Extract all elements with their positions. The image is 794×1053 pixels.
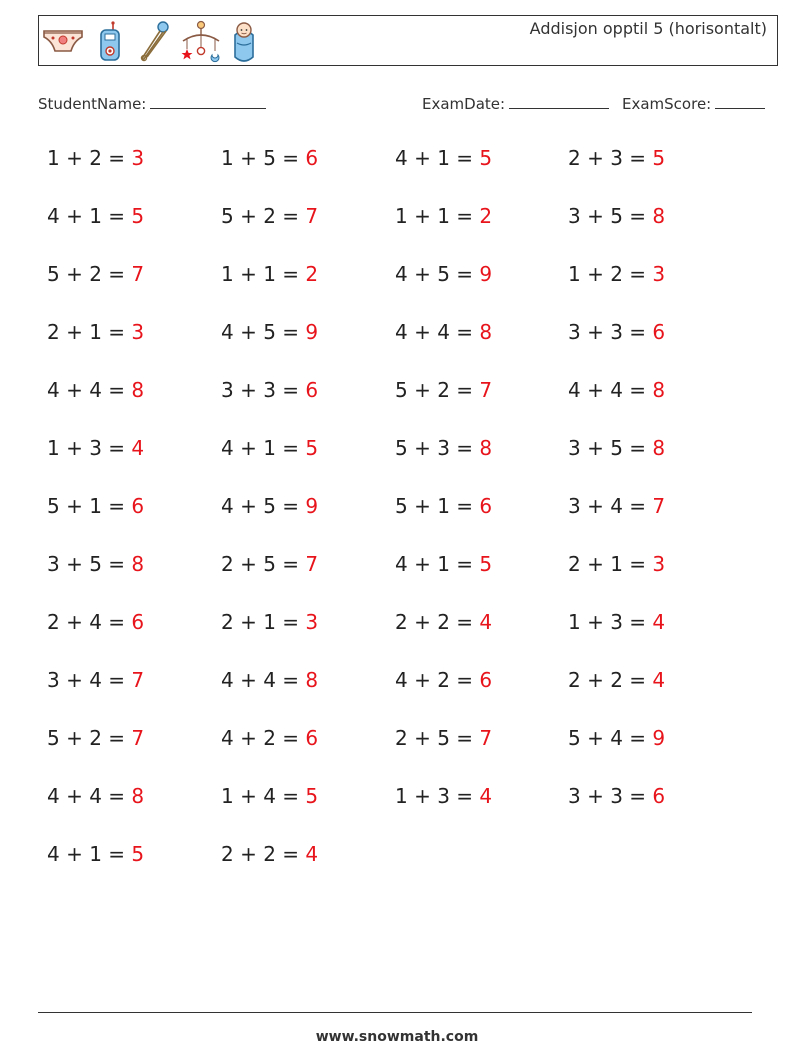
problem-answer: 5 [479, 552, 493, 576]
problem-question: 2 + 1 = [568, 552, 647, 576]
problem-item [568, 610, 665, 634]
problem-item [47, 842, 144, 866]
student-name-label: StudentName: [38, 95, 147, 113]
problem-item [221, 146, 318, 170]
problem-answer: 7 [652, 494, 666, 518]
problem-item [395, 726, 492, 750]
problem-answer: 6 [131, 610, 145, 634]
safety-pin-icon [137, 19, 171, 63]
problem-question: 4 + 1 = [47, 204, 126, 228]
problem-question: 1 + 3 = [395, 784, 474, 808]
problem-question: 1 + 3 = [568, 610, 647, 634]
problem-answer: 7 [479, 378, 493, 402]
problem-item [568, 726, 665, 750]
problem-question: 1 + 1 = [395, 204, 474, 228]
exam-date-field[interactable] [422, 94, 609, 113]
problem-question: 3 + 5 = [568, 436, 647, 460]
problem-question: 4 + 2 = [395, 668, 474, 692]
problem-question: 5 + 2 = [395, 378, 474, 402]
student-name-blank[interactable] [150, 94, 266, 109]
problem-item [47, 320, 144, 344]
problem-item [47, 668, 144, 692]
problem-answer: 8 [305, 668, 319, 692]
problem-item [47, 610, 144, 634]
problem-answer: 8 [652, 436, 666, 460]
header-box [38, 15, 778, 66]
problem-item [221, 378, 318, 402]
problem-answer: 5 [305, 784, 319, 808]
problem-question: 2 + 1 = [47, 320, 126, 344]
problem-item [395, 146, 492, 170]
exam-date-label: ExamDate: [422, 95, 506, 113]
problem-question: 5 + 2 = [221, 204, 300, 228]
problem-question: 4 + 5 = [221, 494, 300, 518]
problem-question: 3 + 5 = [568, 204, 647, 228]
problem-item [221, 668, 318, 692]
problem-item [568, 262, 665, 286]
exam-date-blank[interactable] [509, 94, 609, 109]
worksheet-title: Addisjon opptil 5 (horisontalt) [529, 19, 767, 38]
problem-item [395, 204, 492, 228]
problem-answer: 4 [479, 610, 493, 634]
problem-question: 4 + 1 = [47, 842, 126, 866]
problem-question: 5 + 4 = [568, 726, 647, 750]
problem-item [568, 204, 665, 228]
problem-question: 3 + 5 = [47, 552, 126, 576]
problem-answer: 5 [305, 436, 319, 460]
problem-answer: 2 [305, 262, 319, 286]
problem-question: 4 + 5 = [221, 320, 300, 344]
problem-question: 4 + 4 = [568, 378, 647, 402]
problem-question: 1 + 3 = [47, 436, 126, 460]
problem-item [395, 262, 492, 286]
problem-answer: 4 [131, 436, 145, 460]
problem-item [568, 146, 665, 170]
problem-question: 3 + 3 = [568, 784, 647, 808]
problem-answer: 7 [131, 262, 145, 286]
problem-question: 3 + 3 = [568, 320, 647, 344]
problem-item [47, 378, 144, 402]
problem-question: 1 + 2 = [47, 146, 126, 170]
problem-item [47, 494, 144, 518]
problem-question: 2 + 2 = [395, 610, 474, 634]
problem-answer: 5 [479, 146, 493, 170]
exam-score-field[interactable] [622, 94, 765, 113]
problem-question: 2 + 5 = [221, 552, 300, 576]
problem-question: 5 + 2 = [47, 262, 126, 286]
problem-question: 1 + 1 = [221, 262, 300, 286]
problem-answer: 8 [131, 784, 145, 808]
problem-answer: 3 [305, 610, 319, 634]
problem-question: 2 + 1 = [221, 610, 300, 634]
problem-answer: 4 [479, 784, 493, 808]
problem-question: 3 + 4 = [47, 668, 126, 692]
problem-item [47, 204, 144, 228]
problem-question: 4 + 4 = [395, 320, 474, 344]
problem-item [395, 668, 492, 692]
problem-answer: 4 [305, 842, 319, 866]
problem-question: 5 + 1 = [395, 494, 474, 518]
footer-url: www.snowmath.com [315, 1029, 479, 1045]
problem-item [221, 842, 318, 866]
problem-answer: 5 [652, 146, 666, 170]
problem-answer: 8 [652, 378, 666, 402]
problem-answer: 4 [652, 668, 666, 692]
problem-answer: 7 [131, 668, 145, 692]
swaddled-baby-icon [231, 19, 257, 63]
problem-item [47, 552, 144, 576]
problem-question: 4 + 4 = [221, 668, 300, 692]
problem-question: 2 + 4 = [47, 610, 126, 634]
problem-item [395, 436, 492, 460]
problem-item [568, 784, 665, 808]
problem-answer: 6 [131, 494, 145, 518]
problem-question: 4 + 2 = [221, 726, 300, 750]
problem-question: 3 + 4 = [568, 494, 647, 518]
problem-item [221, 784, 318, 808]
problem-answer: 3 [131, 146, 145, 170]
problem-item [221, 494, 318, 518]
problem-answer: 8 [131, 378, 145, 402]
problem-answer: 7 [305, 552, 319, 576]
problem-item [47, 784, 144, 808]
problem-answer: 6 [305, 378, 319, 402]
problem-question: 2 + 2 = [568, 668, 647, 692]
problem-question: 2 + 3 = [568, 146, 647, 170]
problem-item [568, 552, 665, 576]
problem-item [395, 784, 492, 808]
problem-answer: 8 [652, 204, 666, 228]
exam-score-blank[interactable] [715, 94, 765, 109]
footer-divider [38, 1012, 752, 1013]
problem-item [568, 668, 665, 692]
problem-answer: 9 [305, 494, 319, 518]
problem-question: 3 + 3 = [221, 378, 300, 402]
problem-item [221, 552, 318, 576]
problem-item [221, 726, 318, 750]
problem-item [568, 494, 665, 518]
crib-mobile-icon [179, 19, 223, 63]
problem-answer: 7 [131, 726, 145, 750]
problem-item [568, 436, 665, 460]
problem-item [47, 146, 144, 170]
diaper-icon [41, 19, 85, 63]
problem-answer: 3 [652, 262, 666, 286]
problem-question: 4 + 4 = [47, 378, 126, 402]
problem-answer: 3 [131, 320, 145, 344]
problem-answer: 9 [652, 726, 666, 750]
exam-score-label: ExamScore: [622, 95, 712, 113]
problem-item [568, 378, 665, 402]
problem-answer: 7 [479, 726, 493, 750]
problem-question: 4 + 1 = [395, 146, 474, 170]
problem-item [395, 494, 492, 518]
problem-item [221, 204, 318, 228]
problem-item [221, 436, 318, 460]
problem-question: 1 + 4 = [221, 784, 300, 808]
problem-answer: 8 [131, 552, 145, 576]
problem-question: 2 + 5 = [395, 726, 474, 750]
problem-item [221, 320, 318, 344]
problem-item [395, 552, 492, 576]
problem-answer: 8 [479, 436, 493, 460]
problem-question: 5 + 2 = [47, 726, 126, 750]
problem-answer: 9 [305, 320, 319, 344]
problem-answer: 6 [305, 726, 319, 750]
problem-answer: 6 [479, 494, 493, 518]
student-name-field[interactable] [38, 94, 266, 113]
problem-answer: 8 [479, 320, 493, 344]
problem-question: 4 + 5 = [395, 262, 474, 286]
problem-question: 1 + 2 = [568, 262, 647, 286]
problem-answer: 3 [652, 552, 666, 576]
problem-question: 5 + 1 = [47, 494, 126, 518]
problem-item [568, 320, 665, 344]
problem-answer: 6 [652, 784, 666, 808]
problem-item [395, 320, 492, 344]
problem-item [47, 436, 144, 460]
problem-item [47, 262, 144, 286]
problem-item [395, 610, 492, 634]
baby-monitor-icon [95, 19, 125, 63]
problem-question: 5 + 3 = [395, 436, 474, 460]
problem-answer: 7 [305, 204, 319, 228]
problem-answer: 5 [131, 842, 145, 866]
problem-answer: 9 [479, 262, 493, 286]
problem-answer: 5 [131, 204, 145, 228]
problem-question: 2 + 2 = [221, 842, 300, 866]
problem-item [395, 378, 492, 402]
problem-question: 4 + 4 = [47, 784, 126, 808]
problem-answer: 6 [652, 320, 666, 344]
problem-answer: 2 [479, 204, 493, 228]
problem-item [221, 262, 318, 286]
problem-item [47, 726, 144, 750]
problem-question: 4 + 1 = [395, 552, 474, 576]
problem-answer: 6 [479, 668, 493, 692]
problem-answer: 4 [652, 610, 666, 634]
problem-question: 4 + 1 = [221, 436, 300, 460]
problem-question: 1 + 5 = [221, 146, 300, 170]
problem-answer: 6 [305, 146, 319, 170]
problem-item [221, 610, 318, 634]
